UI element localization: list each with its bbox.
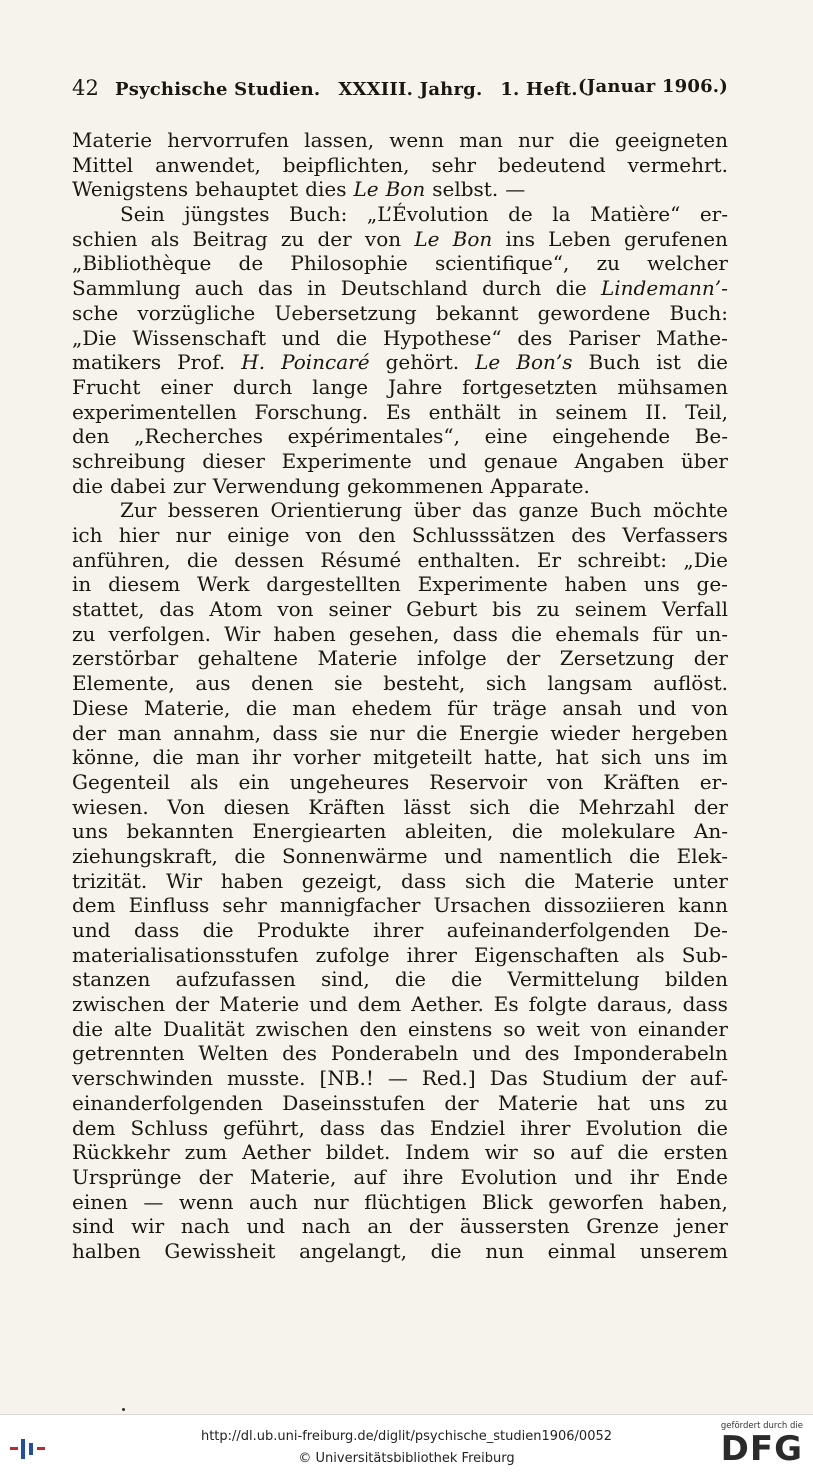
text-line: die alte Dualität zwischen den einstens so weit von einander (72, 1016, 728, 1041)
scan-speck (122, 1408, 125, 1411)
text-line: Elemente, aus denen sie besteht, sich langsam auflöst. (72, 671, 728, 696)
text-line: sind wir nach und nach an der äussersten Grenze jener (72, 1214, 728, 1239)
text-line: uns bekannten Energiearten ableiten, die molekulare An- (72, 819, 728, 844)
text-line: verschwinden musste. [NB.! — Red.] Das Studium der auf- (72, 1066, 728, 1091)
text-line: sche vorzügliche Uebersetzung bekannt gewordene Buch: (72, 300, 728, 325)
text-line: experimentellen Forschung. Es enthält in seinem II. Teil, (72, 399, 728, 424)
text-line: anführen, die dessen Résumé enthalten. Er schreibt: „Die (72, 547, 728, 572)
issue-date: (Januar 1906.) (578, 76, 728, 97)
text-line: schien als Beitrag zu der von Le Bon ins Leben gerufenen (72, 226, 728, 251)
text-line: Materie hervorrufen lassen, wenn man nur die geeigneten (72, 128, 728, 152)
text-line: Gegenteil als ein ungeheures Reservoir von Kräften er- (72, 769, 728, 794)
text-line: stattet, das Atom von seiner Geburt bis zu seinem Verfall (72, 597, 728, 622)
text-line: ich hier nur einige von den Schlusssätzen des Verfassers (72, 523, 728, 547)
text-line: Frucht einer durch lange Jahre fortgesetzten mühsamen (72, 374, 728, 399)
text-line: der man annahm, dass sie nur die Energie wieder hergeben (72, 720, 728, 745)
text-line: den „Recherches expérimentales“, eine eingehende Be- (72, 424, 728, 449)
copyright-notice: © Universitätsbibliothek Freiburg (298, 1451, 515, 1466)
text-line: dem Schluss geführt, dass das Endziel ihrer Evolution die (72, 1115, 728, 1140)
journal-title: Psychische Studien. (115, 79, 321, 100)
text-line: einen — wenn auch nur flüchtigen Blick geworfen haben, (72, 1189, 728, 1214)
text-line: „Die Wissenschaft und die Hypothese“ des Pariser Mathe- (72, 325, 728, 350)
page-number: 42 (72, 76, 100, 100)
text-line: die dabei zur Verwendung gekommenen Apparate. (72, 473, 590, 498)
text-line: Zur besseren Orientierung über das ganze Buch möchte (120, 498, 728, 523)
source-url[interactable]: http://dl.ub.uni-freiburg.de/diglit/psychische_studien1906/0052 (200, 1429, 613, 1444)
text-line: Diese Materie, die man ehedem für träge ansah und von (72, 695, 728, 720)
text-line: zwischen der Materie und dem Aether. Es folgte daraus, dass (72, 992, 728, 1017)
text-line: Wenigstens behauptet dies Le Bon selbst. — (72, 177, 526, 202)
text-line: ziehungskraft, die Sonnenwärme und namentlich die Elek- (72, 843, 728, 868)
text-line: dem Einfluss sehr mannigfacher Ursachen dissoziieren kann (72, 893, 728, 918)
text-line: in diesem Werk dargestellten Experimente haben uns ge- (72, 572, 728, 597)
text-line: zu verfolgen. Wir haben gesehen, dass die ehemals für un- (72, 621, 728, 646)
text-line: getrennten Welten des Ponderabeln und des Imponderabeln (72, 1041, 728, 1066)
text-line: Rückkehr zum Aether bildet. Indem wir so auf die ersten (72, 1140, 728, 1165)
text-line: matikers Prof. H. Poincaré gehört. Le Bon’s Buch ist die (72, 350, 728, 375)
text-line: Sein jüngstes Buch: „L’Évolution de la Matière“ er- (120, 202, 728, 227)
dfg-logo[interactable]: DFG (720, 1429, 803, 1469)
text-line: einanderfolgenden Daseinsstufen der Materie hat uns zu (72, 1090, 728, 1115)
text-line: Mittel anwendet, beipflichten, sehr bedeutend vermehrt. (72, 152, 728, 177)
text-line: Sammlung auch das in Deutschland durch die Lindemann’- (72, 276, 728, 301)
issue-label: 1. Heft. (500, 79, 578, 100)
viewer-footer (0, 1414, 813, 1474)
text-line: „Bibliothèque de Philosophie scientifique“, zu welcher (72, 251, 728, 276)
volume-label: XXXIII. Jahrg. (338, 79, 483, 100)
body-text (72, 128, 728, 1264)
text-line: und dass die Produkte ihrer aufeinanderfolgenden De- (72, 918, 728, 942)
text-line: zerstörbar gehaltene Materie infolge der Zersetzung der (72, 646, 728, 671)
text-line: trizität. Wir haben gezeigt, dass sich die Materie unter (72, 868, 728, 893)
text-line: wiesen. Von diesen Kräften lässt sich die Mehrzahl der (72, 794, 728, 819)
running-header (72, 76, 728, 100)
text-line: könne, die man ihr vorher mitgeteilt hatte, hat sich uns im (72, 745, 728, 770)
text-line: stanzen aufzufassen sind, die die Vermittelung bilden (72, 967, 728, 992)
text-line: halben Gewissheit angelangt, die nun einmal unserem (72, 1238, 728, 1263)
text-line: materialisationsstufen zufolge ihrer Eigenschaften als Sub- (72, 942, 728, 967)
sponsor-caption: gefördert durch die (720, 1421, 803, 1431)
text-line: Ursprünge der Materie, auf ihre Evolution und ihr Ende (72, 1164, 728, 1189)
text-line: schreibung dieser Experimente und genaue Angaben über (72, 448, 728, 473)
